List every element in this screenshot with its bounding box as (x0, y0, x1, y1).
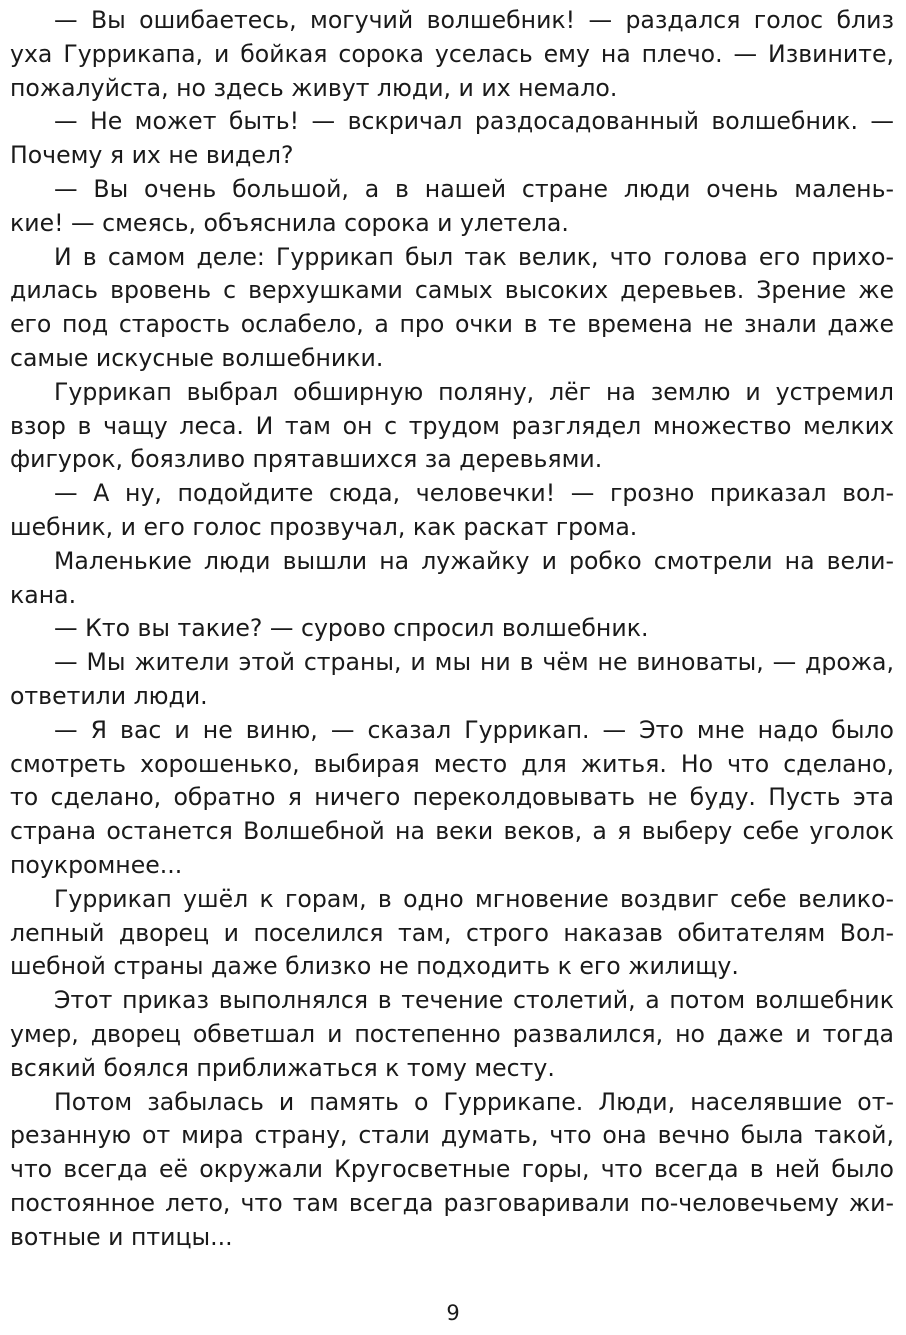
text-line: — Не может быть! — вскричал раздосадованный волшебник. — (54, 107, 894, 136)
text-line: — Кто вы такие? — сурово спросил волшебник. (54, 614, 649, 643)
text-line: Маленькие люди вышли на лужайку и робко смотрели на вели- (54, 546, 894, 575)
paragraph (10, 883, 894, 984)
text-line: — Мы жители этой страны, и мы ни в чём не виноваты, — дрожа, (54, 648, 894, 677)
text-line: — Я вас и не виню, — сказал Гуррикап. — Это мне надо было (54, 715, 894, 744)
text-line: самые искусные волшебники. (10, 343, 384, 372)
text-line: умер, дворец обветшал и постепенно развалился, но даже и тогда (10, 1019, 894, 1048)
paragraph (10, 4, 894, 105)
text-line: шебник, и его голос прозвучал, как раскат грома. (10, 512, 638, 541)
text-line: поукромнее... (10, 850, 183, 879)
text-line: фигурок, боязливо прятавшихся за деревьями. (10, 445, 603, 474)
text-line: резанную от мира страну, стали думать, что она вечно была такой, (10, 1121, 894, 1150)
paragraph (10, 173, 894, 241)
text-line: то сделано, обратно я ничего переколдовывать не буду. Пусть эта (10, 783, 894, 812)
text-line: Гуррикап ушёл к горам, в одно мгновение воздвиг себе велико- (54, 884, 894, 913)
text-line: его под старость ослабело, а про очки в те времена не знали даже (10, 310, 894, 339)
paragraph (10, 105, 894, 173)
text-line: Потом забылась и память о Гуррикапе. Люди, населявшие от- (54, 1087, 894, 1116)
paragraph (10, 714, 894, 883)
text-line: пожалуйста, но здесь живут люди, и их немало. (10, 73, 618, 102)
text-line: ответили люди. (10, 681, 208, 710)
paragraph (10, 646, 894, 714)
text-line: дилась вровень с верхушками самых высоких деревьев. Зрение же (10, 276, 894, 305)
text-line: постоянное лето, что там всегда разговаривали по-человечьему жи- (10, 1188, 894, 1217)
text-line: смотреть хорошенько, выбирая место для житья. Но что сделано, (10, 749, 894, 778)
text-line: И в самом деле: Гуррикап был так велик, что голова его прихо- (54, 242, 894, 271)
text-line: Гуррикап выбрал обширную поляну, лёг на землю и устремил (54, 377, 894, 406)
text-line: всякий боялся приближаться к тому месту. (10, 1053, 555, 1082)
text-line: кие! — смеясь, объяснила сорока и улетела. (10, 208, 569, 237)
paragraph (10, 1086, 894, 1255)
paragraph (10, 612, 894, 646)
text-line: лепный дворец и поселился там, строго наказав обитателям Вол- (10, 918, 894, 947)
paragraph (10, 241, 894, 376)
text-line: кана. (10, 580, 77, 609)
paragraph (10, 984, 894, 1085)
text-line: шебной страны даже близко не подходить к его жилищу. (10, 952, 739, 981)
text-line: — Вы очень большой, а в нашей стране люди очень малень- (54, 174, 894, 203)
text-line: взор в чащу леса. И там он с трудом разглядел множество мелких (10, 411, 894, 440)
text-line: — Вы ошибаетесь, могучий волшебник! — раздался голос близ (54, 6, 894, 34)
text-line: страна останется Волшебной на веки веков, а я выберу себе уголок (10, 817, 894, 846)
text-line: Этот приказ выполнялся в течение столетий, а потом волшебник (54, 986, 894, 1015)
paragraph (10, 376, 894, 477)
paragraph (10, 477, 894, 545)
paragraph (10, 545, 894, 613)
text-line: уха Гуррикапа, и бойкая сорока уселась ему на плечо. — Извините, (10, 39, 894, 68)
page-number: 9 (446, 1301, 460, 1325)
text-line: — А ну, подойдите сюда, человечки! — грозно приказал вол- (54, 479, 894, 508)
text-line: вотные и птицы... (10, 1222, 233, 1251)
text-line: Почему я их не видел? (10, 141, 294, 170)
text-line: что всегда её окружали Кругосветные горы, что всегда в ней было (10, 1155, 894, 1184)
book-page (10, 4, 894, 1254)
